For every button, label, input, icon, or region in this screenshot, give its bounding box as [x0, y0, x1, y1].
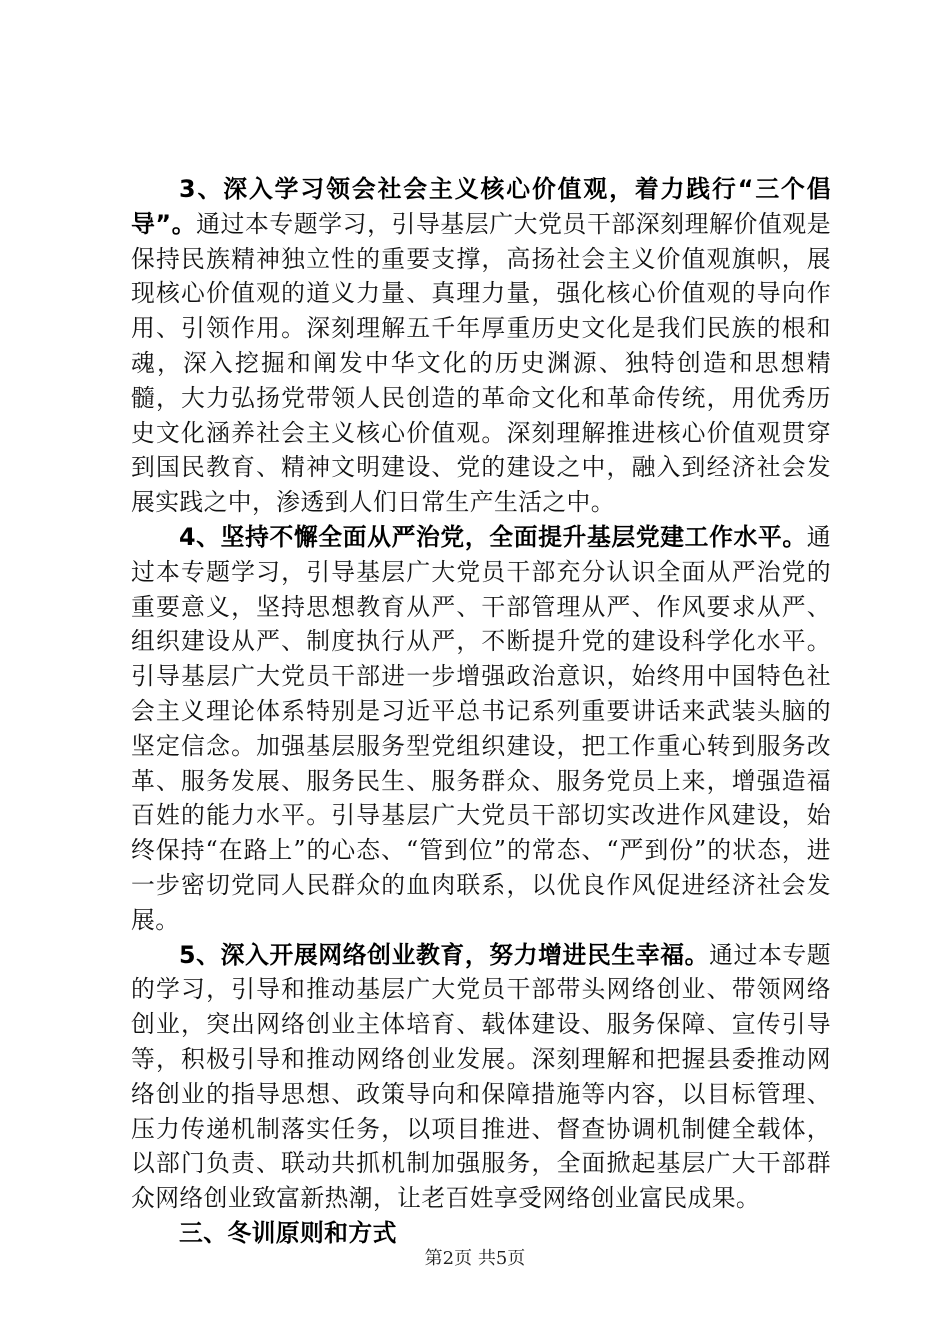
document-body — [131, 172, 831, 1251]
section-heading: 三、冬训原则和方式 — [179, 1218, 397, 1247]
page-footer: 第2页 共5页 — [424, 1248, 526, 1269]
section-5-body: 通过本专题的学习，引导和推动基层广大党员干部带头网络创业、带领网络创业，突出网络创业主体培育、载体建设、服务保障、宣传引导等，积极引导和推动网络创业发展。深刻理解和把握县委推动网络创业的指导思想、政策导向和保障措施等内容，以目标管理、压力传递机制落实任务，以项目推进、督查协调机制健全载体，以部门负责、联动共抓机制加强服务，全面掀起基层广大干部群众网络创业致富新热潮，让老百姓享受网络创业富民成果。 — [131, 940, 832, 1213]
section-4-body: 通过本专题学习，引导基层广大党员干部充分认识全面从严治党的重要意义，坚持思想教育从严、干部管理从严、作风要求从严、组织建设从严、制度执行从严，不断提升党的建设科学化水平。引导基层广大党员干部进一步增强政治意识，始终用中国特色社会主义理论体系特别是习近平总书记系列重要讲话来武装头脑的坚定信念。加强基层服务型党组织建设，把工作重心转到服务改革、服务发展、服务民生、服务群众、服务党员上来，增强造福百姓的能力水平。引导基层广大党员干部切实改进作风建设，始终保持“在路上”的心态、“管到位”的常态、“严到份”的状态，进一步密切党同人民群众的血肉联系，以优良作风促进经济社会发展。 — [131, 522, 831, 934]
section-4-lead: 4、坚持不懈全面从严治党，全面提升基层党建工作水平。 — [179, 522, 807, 551]
section-3-lead: 3、深入学习领会社会主义核心价值观，着力践行“三个倡导”。 — [131, 175, 831, 238]
section-5-paragraph — [131, 938, 831, 1216]
section-3-paragraph — [131, 172, 831, 520]
section-4-paragraph — [131, 520, 831, 938]
section-3-body: 通过本专题学习，引导基层广大党员干部深刻理解价值观是保持民族精神独立性的重要支撑，高扬社会主义价值观旗帜，展现核心价值观的道义力量、真理力量，强化核心价值观的导向作用、引领作用。深刻理解五千年厚重历史文化是我们民族的根和魂，深入挖掘和阐发中华文化的历史渊源、独特创造和思想精髓，大力弘扬党带领人民创造的革命文化和革命传统，用优秀历史文化涵养社会主义核心价值观。深刻理解推进核心价值观贯穿到国民教育、精神文明建设、党的建设之中，融入到经济社会发展实践之中，渗透到人们日常生产生活之中。 — [131, 209, 831, 517]
section-5-lead: 5、深入开展网络创业教育，努力增进民生幸福。 — [179, 940, 710, 969]
